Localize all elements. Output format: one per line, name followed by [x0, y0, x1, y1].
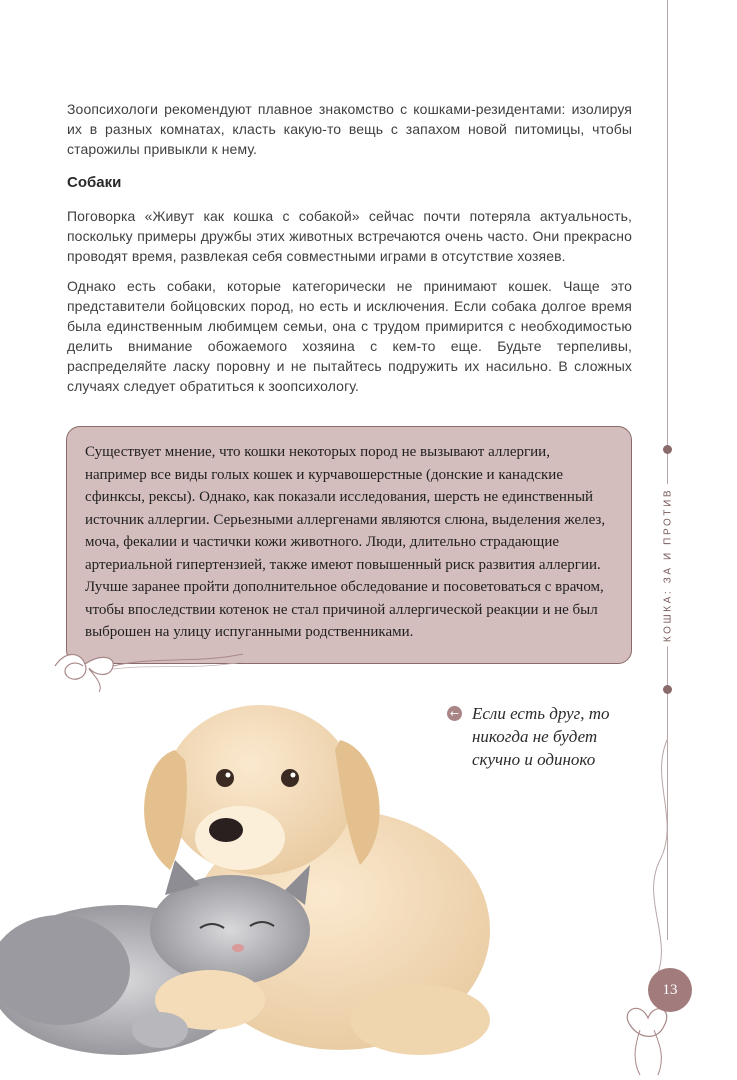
- allergy-callout-text: Существует мнение, что кошки некоторых пород не вызывают аллергии, например все виды голых кошек и курчавошерстные (донские и канадские сфинксы, рексы). Однако, как показали исследования, шерсть не единственный источник аллергии. Серьезными аллергенами являются слюна, выделения желез, моча, фекалии и частички кожи животного. Люди, длительно страдающие артериальной гипертензией, также имеют повышенный риск развития аллергии. Лучше заранее пройти дополнительное обследование и посоветоваться с врачом, чтобы впоследствии котенок не стал причиной аллергической реакции и не был выброшен на улицу испуганными родственниками.: [85, 444, 606, 640]
- sidebar-dot-bottom: [663, 685, 672, 694]
- puppy-kitten-photo: [0, 680, 510, 1080]
- caption-line-1: Если есть друг, то: [472, 704, 610, 723]
- ribbon-decoration-right: [610, 740, 680, 1080]
- arrow-left-icon: ←: [447, 706, 462, 721]
- allergy-callout-box: [66, 426, 632, 664]
- paragraph-dogs-exceptions: Однако есть собаки, которые категорически не принимают кошек. Чаще это представители бойцовских пород, но есть и исключения. Если собака долгое время была единственным любимцем семьи, она с трудом примирится с необходимостью делить внимание обожаемого хозяина с кем-то еще. Будьте терпеливы, распределяйте ласку поровну и не пытайтесь подружить их насильно. В сложных случаях следует обратиться к зоопсихологу.: [67, 278, 632, 394]
- section-heading-dogs: Собаки: [67, 174, 122, 191]
- paragraph-intro: Зоопсихологи рекомендуют плавное знакомство с кошками-резидентами: изолируя их в разных комнатах, класть какую-то вещь с запахом новой питомицы, чтобы старожилы привыкли к нему.: [67, 101, 632, 157]
- sidebar-chapter-label: КОШКА: ЗА И ПРОТИВ: [663, 484, 674, 646]
- caption-line-2: никогда не будет: [472, 727, 598, 746]
- caption-line-3: скучно и одиноко: [472, 750, 596, 769]
- paragraph-dogs-friendship: Поговорка «Живут как кошка с собакой» сейчас почти потеряла актуальность, поскольку примеры дружбы этих животных встречаются очень часто. Они прекрасно проводят время, развлекая себя совместными играми в отсутствие хозяев.: [67, 208, 632, 264]
- sidebar-dot-top: [663, 445, 672, 454]
- page-number-badge: 13: [648, 968, 692, 1012]
